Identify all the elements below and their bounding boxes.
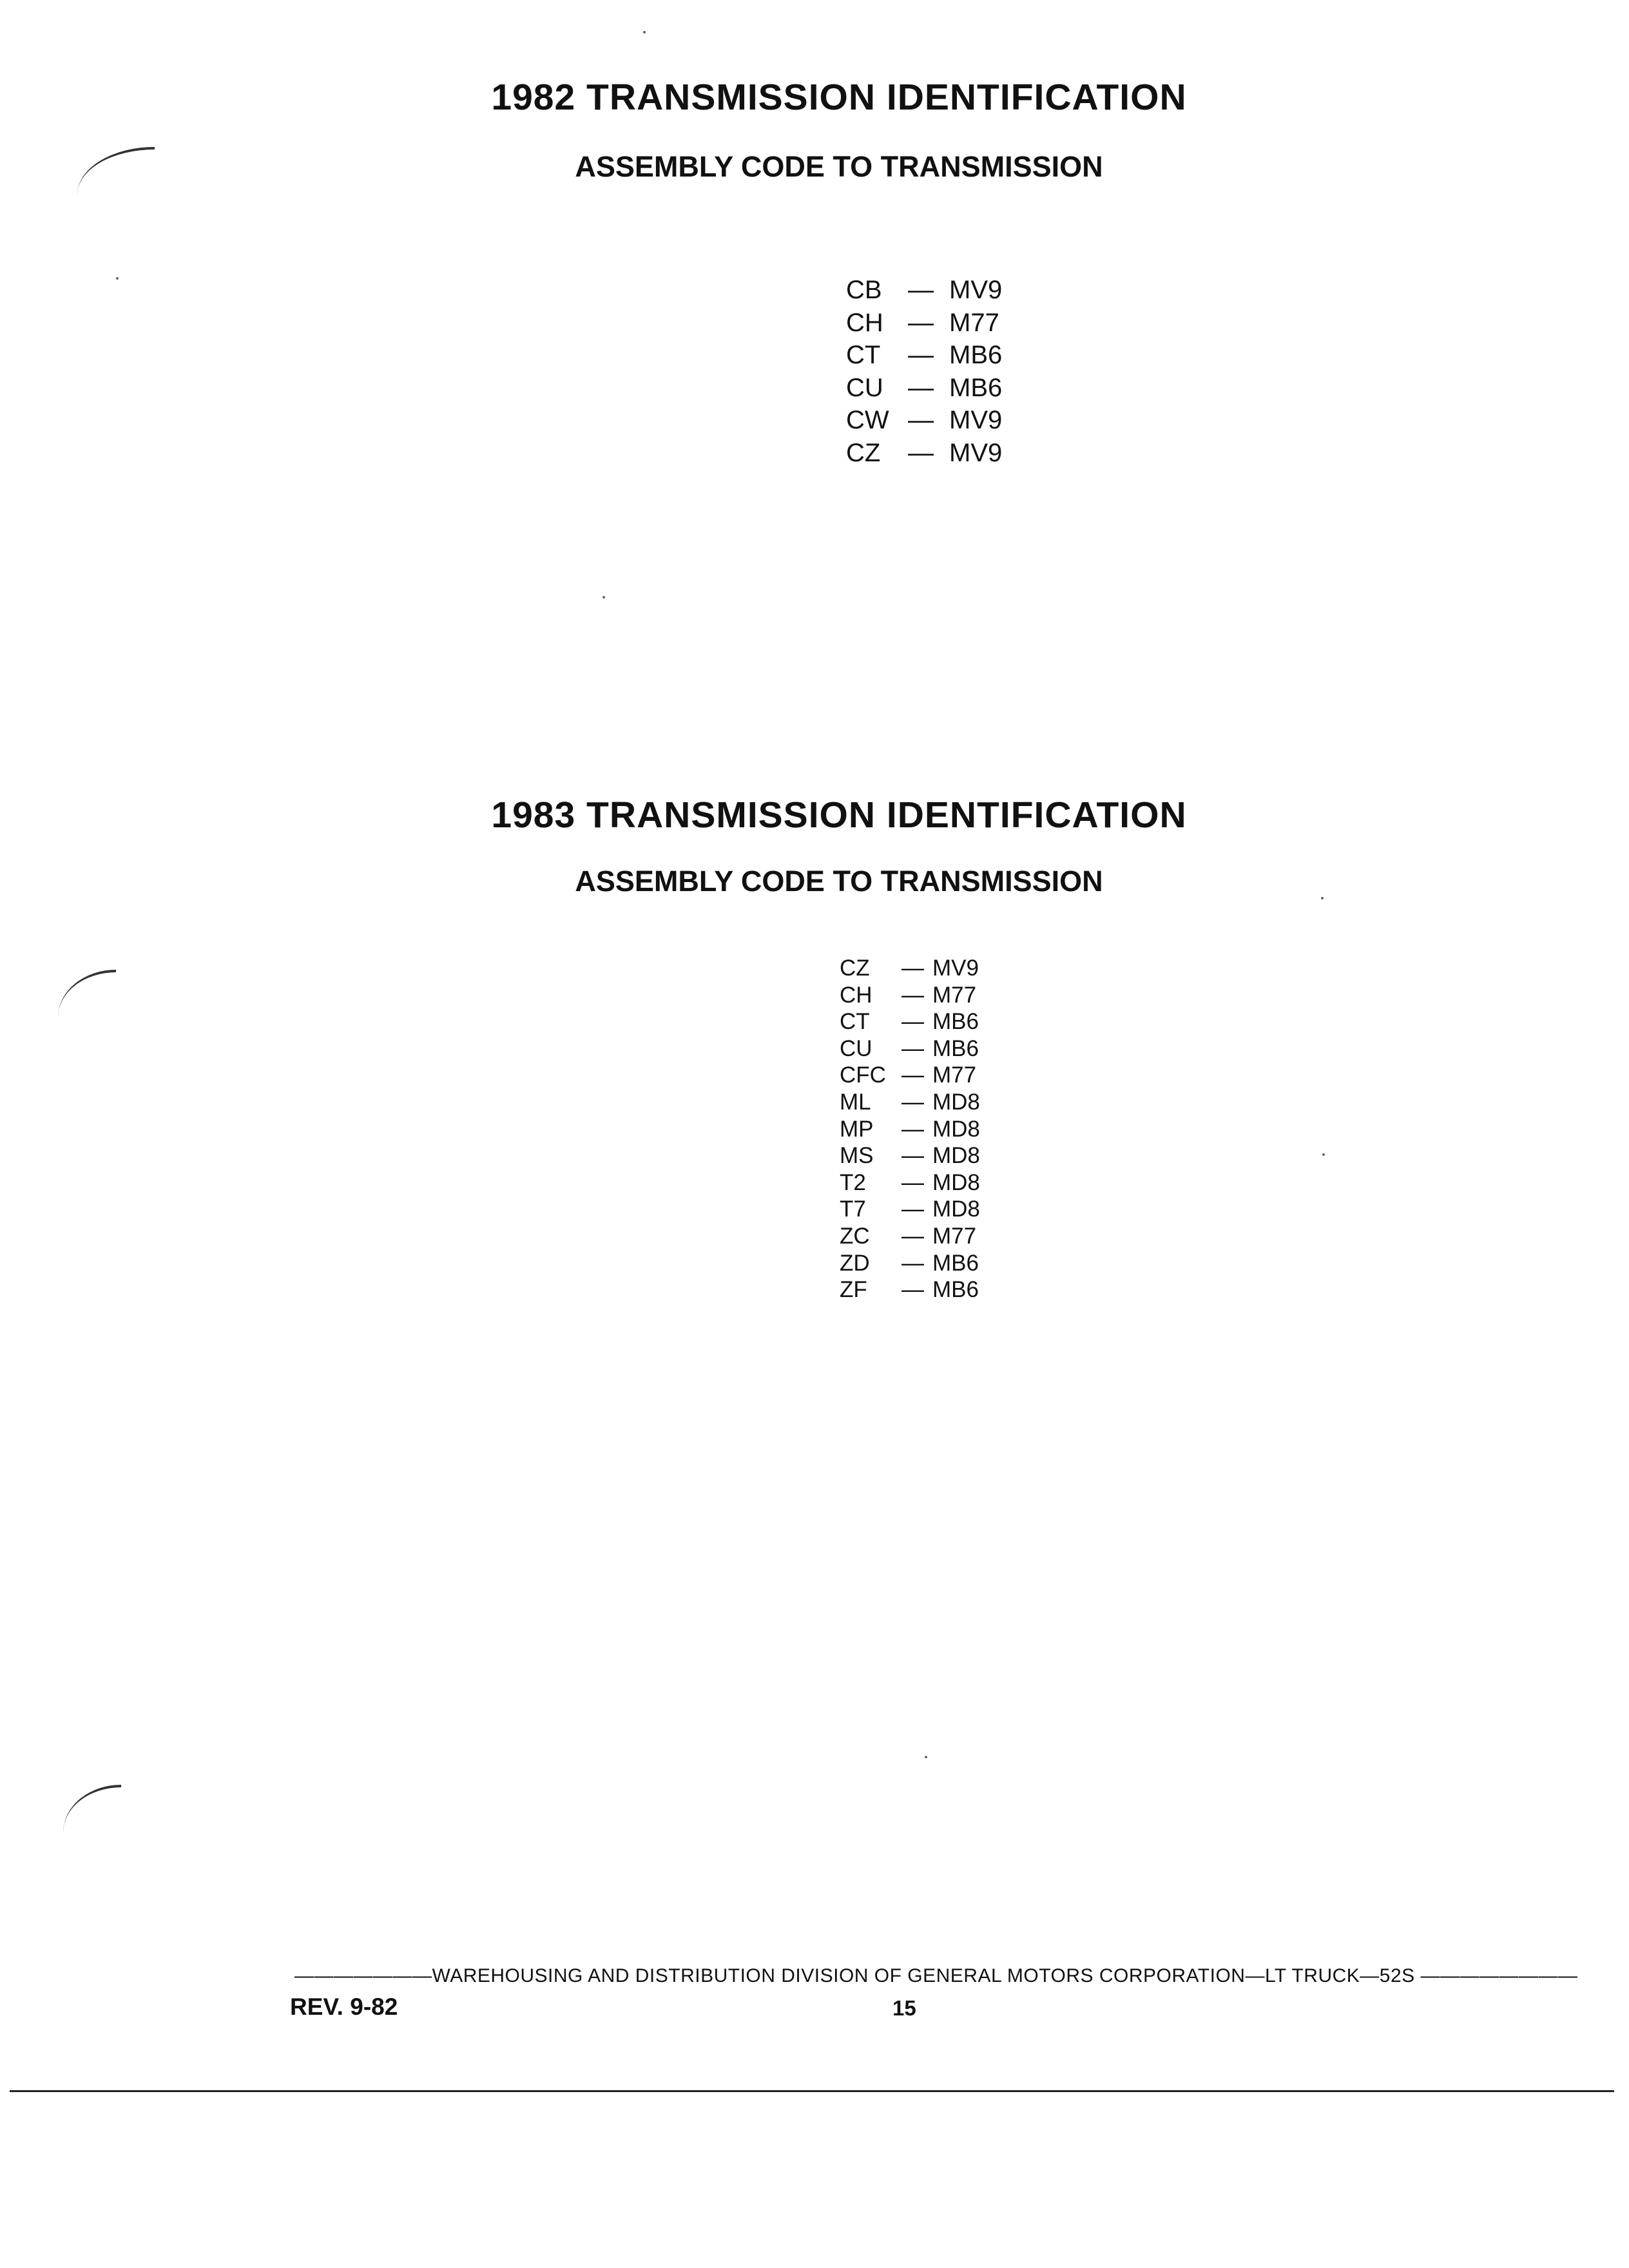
transmission-code: MB6 [949, 341, 1003, 369]
assembly-code: ZC [840, 1223, 870, 1249]
assembly-code: CT [846, 341, 881, 369]
list-item [846, 339, 1002, 372]
separator-dash: — [901, 1062, 924, 1088]
transmission-code: MV9 [949, 406, 1003, 434]
assembly-code: CW [846, 406, 889, 434]
transmission-code: M77 [932, 1062, 977, 1088]
list-item [846, 404, 1002, 437]
separator-dash: — [908, 438, 934, 467]
list-item [840, 1142, 980, 1169]
separator-dash: — [901, 956, 924, 981]
assembly-code: CZ [840, 956, 870, 981]
scan-speck [643, 31, 646, 34]
separator-dash: — [901, 982, 924, 1008]
revision-label: REV. 9-82 [290, 1994, 398, 2020]
separator-dash: — [901, 1169, 924, 1195]
binder-hole-mark-bottom [63, 1785, 121, 1832]
scan-speck [116, 277, 119, 280]
list-item [840, 1169, 980, 1196]
separator-dash: — [901, 1223, 924, 1249]
list-item [840, 982, 980, 1009]
assembly-code: T2 [840, 1169, 866, 1195]
transmission-code: MV9 [932, 956, 979, 981]
list-item [846, 274, 1002, 307]
list-item [840, 1116, 980, 1143]
assembly-code: ML [840, 1089, 871, 1115]
code-list-1983 [840, 955, 980, 1303]
assembly-code: ZF [840, 1277, 867, 1303]
transmission-code: MD8 [932, 1143, 980, 1169]
transmission-code: MD8 [932, 1089, 980, 1115]
assembly-code: CH [840, 982, 872, 1008]
page-title-1982: 1982 TRANSMISSION IDENTIFICATION [491, 77, 1187, 118]
page-title-1983: 1983 TRANSMISSION IDENTIFICATION [491, 794, 1187, 836]
transmission-code: MV9 [949, 276, 1003, 304]
list-item [840, 1223, 980, 1250]
code-list-1982 [846, 274, 1002, 469]
transmission-code: M77 [932, 982, 977, 1008]
assembly-code: MS [840, 1143, 874, 1169]
assembly-code: CT [840, 1009, 870, 1035]
transmission-code: MB6 [932, 1009, 979, 1035]
separator-dash: — [901, 1277, 924, 1303]
separator-dash: — [901, 1143, 924, 1169]
section-subtitle-1983: ASSEMBLY CODE TO TRANSMISSION [575, 865, 1103, 898]
list-item [840, 1062, 980, 1089]
list-item [846, 437, 1002, 470]
separator-dash: — [908, 308, 934, 337]
assembly-code: CU [840, 1035, 872, 1061]
list-item [846, 372, 1002, 405]
separator-dash: — [908, 406, 934, 434]
list-item [840, 1196, 980, 1223]
assembly-code: CU [846, 373, 883, 402]
list-item [840, 1250, 980, 1277]
page-number: 15 [892, 1996, 916, 2020]
transmission-code: MD8 [932, 1169, 980, 1195]
separator-dash: — [901, 1035, 924, 1061]
separator-dash: — [901, 1116, 924, 1142]
assembly-code: ZD [840, 1250, 870, 1276]
footer-division-line: ———————WAREHOUSING AND DISTRIBUTION DIVISION OF GENERAL MOTORS CORPORATION—LT TRUCK—52S ———————— [294, 1965, 1578, 1986]
separator-dash: — [901, 1089, 924, 1115]
transmission-code: M77 [949, 308, 999, 337]
transmission-code: M77 [932, 1223, 977, 1249]
section-subtitle-1982: ASSEMBLY CODE TO TRANSMISSION [575, 150, 1103, 183]
list-item [840, 1035, 980, 1062]
separator-dash: — [908, 341, 934, 369]
transmission-code: MB6 [932, 1035, 979, 1061]
separator-dash: — [901, 1196, 924, 1222]
scan-speck [602, 596, 605, 599]
separator-dash: — [908, 373, 934, 402]
assembly-code: MP [840, 1116, 874, 1142]
bottom-divider [10, 2090, 1614, 2092]
binder-hole-mark-middle [58, 970, 116, 1017]
list-item [840, 1008, 980, 1035]
transmission-code: MB6 [949, 373, 1003, 402]
list-item [840, 955, 980, 982]
transmission-code: MD8 [932, 1116, 980, 1142]
transmission-code: MD8 [932, 1196, 980, 1222]
scan-speck [1322, 1153, 1325, 1156]
transmission-code: MB6 [932, 1250, 979, 1276]
assembly-code: CB [846, 276, 882, 304]
list-item [840, 1089, 980, 1116]
list-item [846, 307, 1002, 340]
scan-speck [925, 1756, 927, 1758]
separator-dash: — [901, 1250, 924, 1276]
assembly-code: T7 [840, 1196, 866, 1222]
separator-dash: — [901, 1009, 924, 1035]
assembly-code: CH [846, 308, 883, 337]
transmission-code: MB6 [932, 1277, 979, 1303]
assembly-code: CZ [846, 438, 881, 467]
separator-dash: — [908, 276, 934, 304]
list-item [840, 1276, 980, 1303]
assembly-code: CFC [840, 1062, 886, 1088]
transmission-code: MV9 [949, 438, 1003, 467]
